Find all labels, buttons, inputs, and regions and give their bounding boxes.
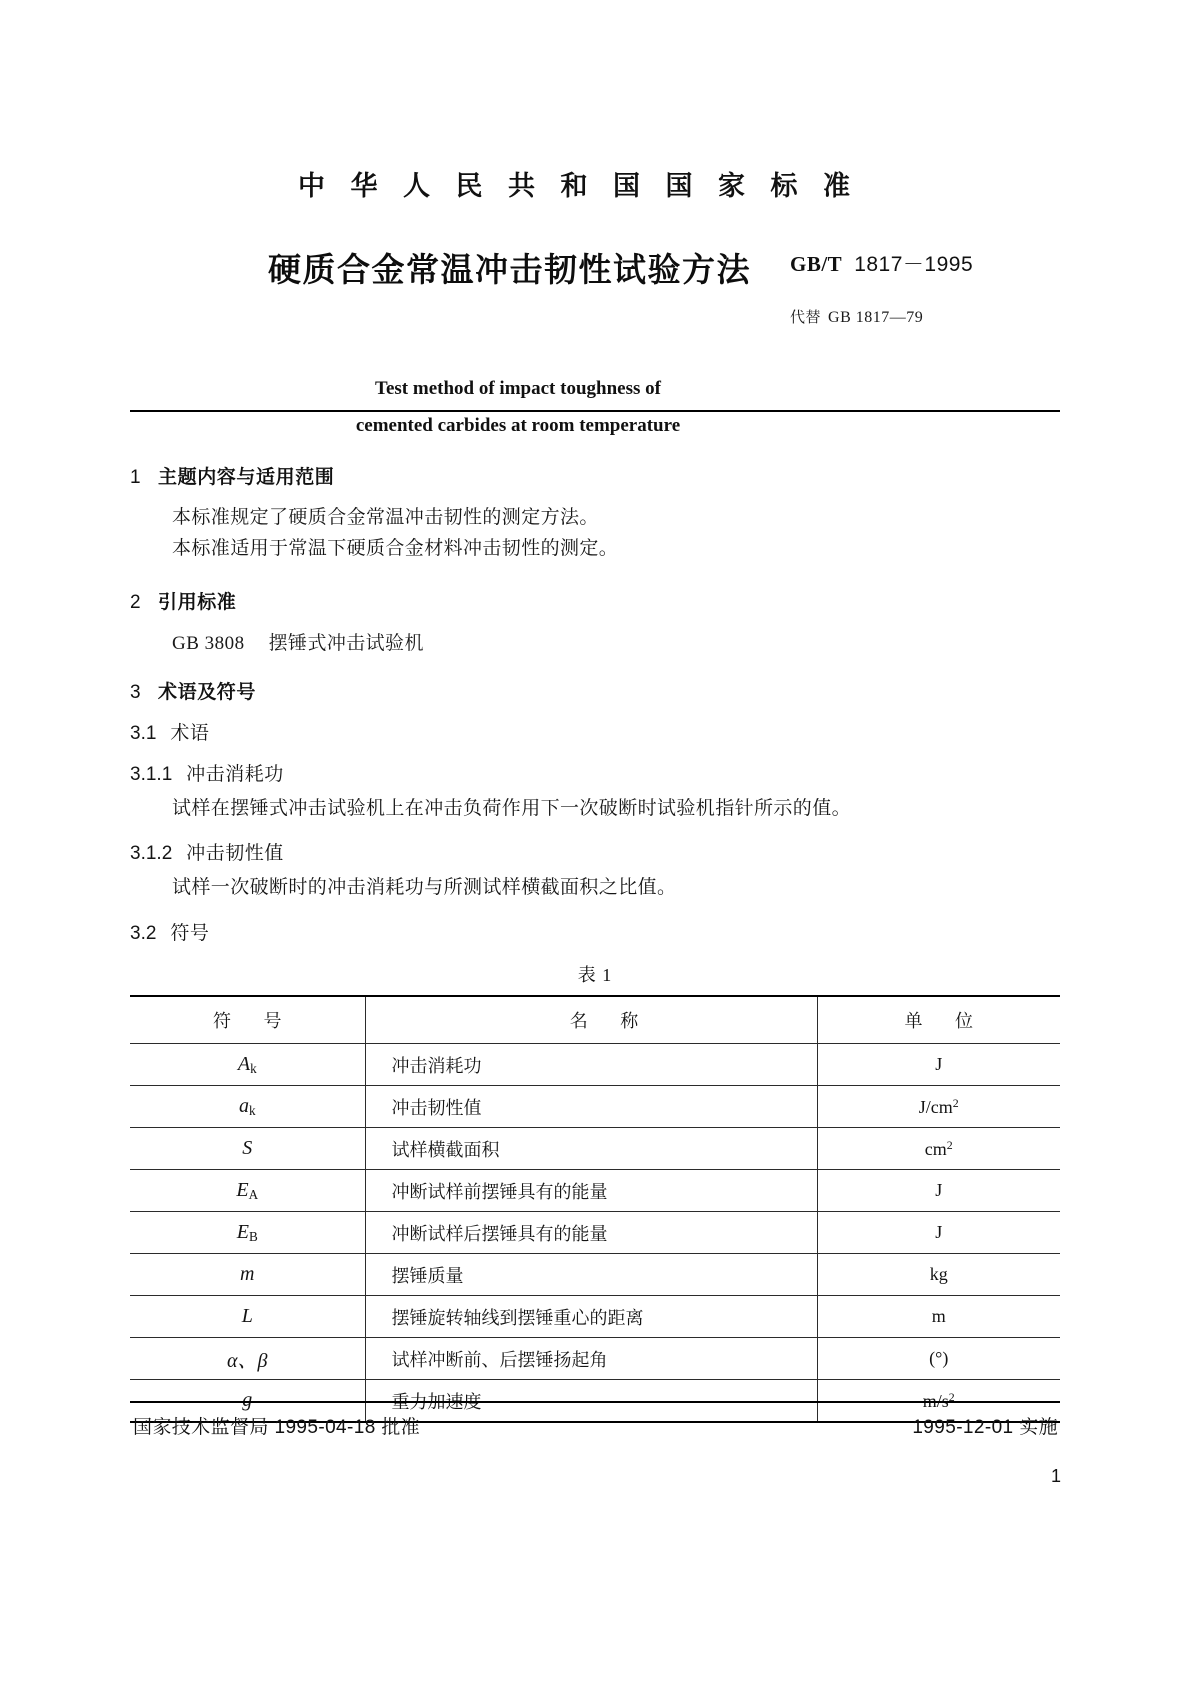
cell-name: 摆锤质量	[365, 1254, 817, 1296]
standard-number	[790, 248, 973, 278]
unit-glyph: m	[931, 1306, 946, 1327]
section-3-title: 术语及符号	[158, 681, 257, 703]
table-row	[130, 1170, 1060, 1212]
cell-name: 冲断试样前摆锤具有的能量	[365, 1170, 817, 1212]
cell-unit	[817, 1170, 1060, 1212]
table-row	[130, 1128, 1060, 1170]
replaces-note	[790, 306, 923, 327]
section-heading-1	[130, 462, 1060, 489]
unit-glyph: J	[935, 1054, 943, 1075]
referenced-standard-code: GB 3808	[172, 632, 245, 654]
subsection-heading-3-1-2	[130, 838, 1060, 865]
symbols-table-body	[130, 1044, 1060, 1423]
table-row	[130, 1296, 1060, 1338]
cell-symbol	[130, 1086, 365, 1128]
national-standard-banner: 中 华 人 民 共 和 国 国 家 标 准	[298, 171, 860, 201]
table-row	[130, 1044, 1060, 1086]
section-2-title: 引用标准	[158, 591, 237, 613]
cell-symbol	[130, 1170, 365, 1212]
unit-glyph: (°)	[929, 1348, 949, 1369]
section-2-number: 2	[130, 591, 142, 613]
table-row	[130, 1338, 1060, 1380]
english-title-line-1: Test method of impact toughness of	[375, 378, 661, 400]
unit-superscript: 2	[946, 1137, 953, 1152]
section-heading-3	[130, 677, 1060, 704]
subsection-3-1-1-title: 冲击消耗功	[186, 763, 284, 785]
cell-symbol	[130, 1338, 365, 1380]
replaces-value: GB 1817—79	[828, 309, 924, 327]
subsection-3-1-2-number: 3.1.2	[130, 843, 173, 865]
subsection-heading-3-2	[130, 918, 1060, 945]
section-3-number: 3	[130, 681, 142, 703]
subsection-3-1-number: 3.1	[130, 722, 157, 744]
symbol-subscript: k	[248, 1102, 256, 1118]
symbol-glyph: $E_B$	[236, 1220, 258, 1244]
table-row	[130, 1086, 1060, 1128]
page-number: 1	[1050, 1466, 1061, 1486]
section-1-title: 主题内容与适用范围	[158, 467, 335, 488]
section-1-number: 1	[130, 467, 142, 488]
replaces-label: 代替	[790, 309, 822, 327]
section-heading-2	[130, 587, 1060, 614]
unit-glyph: $m/s^2$	[922, 1389, 955, 1411]
symbol-glyph: α、β	[227, 1350, 268, 1373]
column-header-name-label: 名 称	[569, 1011, 653, 1032]
referenced-standard-name: 摆锤式冲击试验机	[268, 632, 424, 654]
cell-unit	[817, 1044, 1060, 1086]
table-header-row	[130, 996, 1060, 1044]
unit-superscript: 2	[952, 1095, 959, 1110]
column-header-symbol	[130, 996, 365, 1044]
cell-unit	[817, 1086, 1060, 1128]
cell-symbol	[130, 1254, 365, 1296]
cell-unit	[817, 1296, 1060, 1338]
subsection-heading-3-1-1	[130, 759, 1060, 786]
subsection-heading-3-1	[130, 718, 1060, 745]
title-row	[130, 244, 1060, 364]
subsection-3-2-title: 符号	[170, 923, 210, 945]
unit-glyph: $cm^2$	[924, 1137, 953, 1159]
cell-name: 冲击韧性值	[365, 1086, 817, 1128]
symbol-glyph: L	[241, 1305, 253, 1328]
column-header-symbol-label: 符 号	[213, 1011, 296, 1032]
standard-title-chinese: 硬质合金常温冲击韧性试验方法	[268, 251, 751, 289]
cell-name: 重力加速度	[365, 1380, 817, 1423]
table-caption: 表 1	[577, 965, 613, 986]
standard-number-value: 1817－1995	[854, 253, 974, 277]
table-row	[130, 1212, 1060, 1254]
section-1-paragraph-1: 本标准规定了硬质合金常温冲击韧性的测定方法。	[172, 507, 599, 528]
header-divider-rule	[130, 410, 1060, 412]
subsection-3-2-number: 3.2	[130, 923, 157, 945]
unit-glyph: $J/cm^2$	[918, 1095, 959, 1117]
symbol-subscript: A	[248, 1186, 259, 1202]
referenced-standard-item	[130, 628, 1060, 655]
subsection-3-1-title: 术语	[170, 722, 210, 744]
table-row	[130, 1254, 1060, 1296]
unit-glyph: kg	[929, 1264, 948, 1285]
unit-glyph: J	[935, 1180, 943, 1201]
cell-name: 冲断试样后摆锤具有的能量	[365, 1212, 817, 1254]
standard-prefix: GB/T	[790, 252, 843, 277]
cell-unit	[817, 1338, 1060, 1380]
column-header-unit-label: 单 位	[904, 1011, 987, 1032]
cell-symbol	[130, 1212, 365, 1254]
cell-name: 试样冲断前、后摆锤扬起角	[365, 1338, 817, 1380]
section-1-paragraph-2: 本标准适用于常温下硬质合金材料冲击韧性的测定。	[172, 537, 619, 559]
subsection-3-1-2-paragraph: 试样一次破断时的冲击消耗功与所测试样横截面积之比值。	[172, 877, 677, 899]
symbol-glyph: g	[242, 1389, 253, 1412]
column-header-unit	[817, 996, 1060, 1044]
footer-divider-rule	[130, 1401, 1060, 1403]
column-header-name	[365, 996, 817, 1044]
symbol-glyph: m	[240, 1263, 255, 1286]
cell-symbol	[130, 1128, 365, 1170]
cell-unit	[817, 1128, 1060, 1170]
approval-statement: 国家技术监督局 1995-04-18 批准	[133, 1417, 421, 1438]
standard-title-english	[188, 370, 848, 444]
english-title-line-2: cemented carbides at room temperature	[355, 415, 681, 437]
symbol-glyph: S	[242, 1137, 253, 1160]
cell-name: 试样横截面积	[365, 1128, 817, 1170]
symbol-subscript: k	[250, 1060, 257, 1076]
unit-superscript: 2	[948, 1389, 955, 1404]
subsection-3-1-2-title: 冲击韧性值	[186, 843, 284, 865]
cell-symbol	[130, 1296, 365, 1338]
document-body	[130, 440, 1060, 1423]
subsection-3-1-1-paragraph: 试样在摆锤式冲击试验机上在冲击负荷作用下一次破断时试验机指针所示的值。	[172, 797, 852, 819]
symbol-glyph: $a_k$	[238, 1094, 256, 1118]
symbol-subscript: B	[248, 1228, 258, 1244]
cell-unit	[817, 1254, 1060, 1296]
cell-symbol	[130, 1044, 365, 1086]
masthead	[130, 170, 1060, 444]
cell-name: 冲击消耗功	[365, 1044, 817, 1086]
symbol-glyph: $A_k$	[237, 1052, 257, 1076]
cell-unit	[817, 1212, 1060, 1254]
cell-name: 摆锤旋转轴线到摆锤重心的距离	[365, 1296, 817, 1338]
subsection-3-1-1-number: 3.1.1	[130, 763, 173, 785]
implementation-statement: 1995-12-01 实施	[912, 1417, 1058, 1438]
symbol-glyph: $E_A$	[236, 1178, 259, 1202]
unit-glyph: J	[935, 1222, 943, 1243]
symbols-table	[130, 995, 1060, 1423]
